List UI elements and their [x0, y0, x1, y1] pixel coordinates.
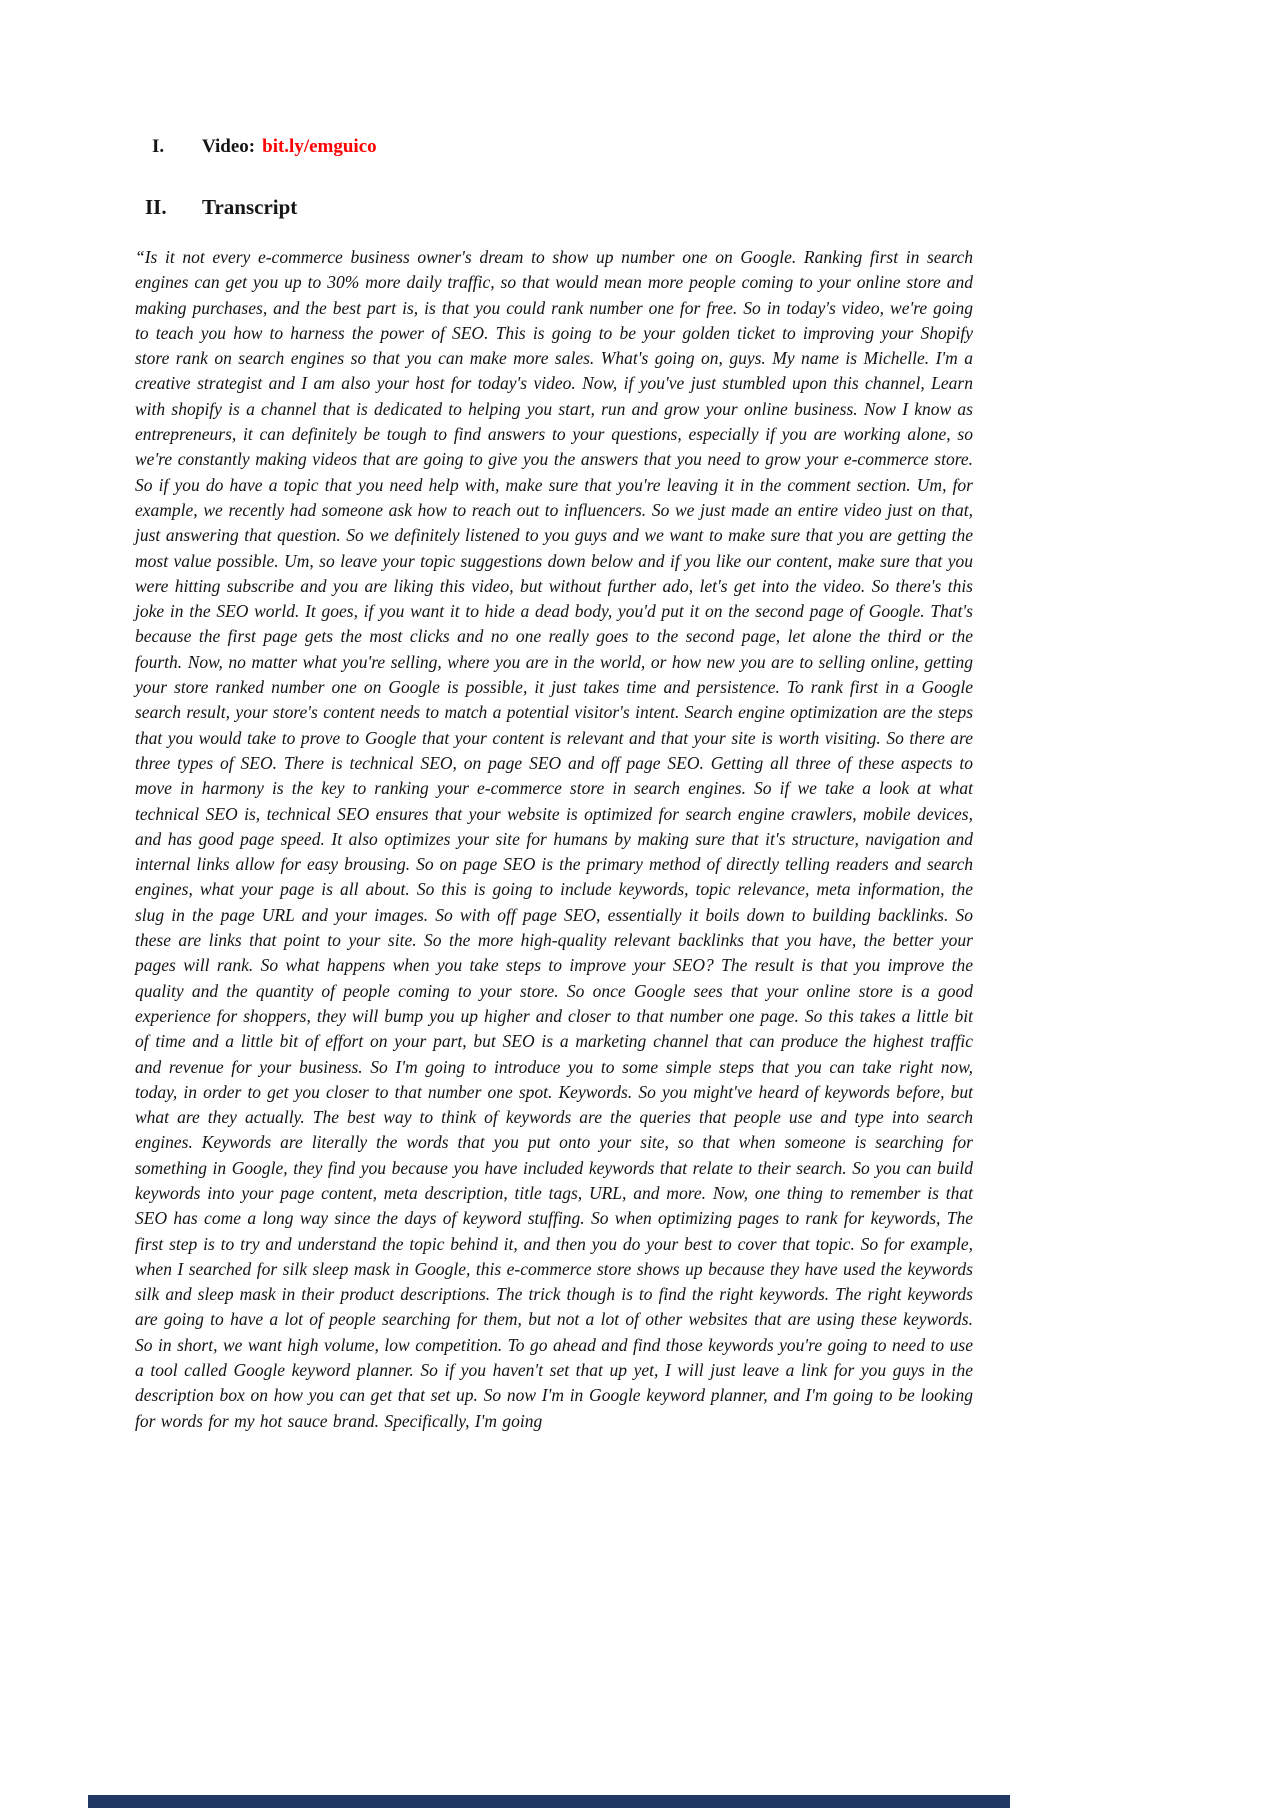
section-label-transcript: Transcript	[202, 195, 298, 219]
section-heading-transcript	[145, 195, 297, 220]
section-label-video: Video:	[202, 136, 256, 157]
video-link[interactable]: bit.ly/emguico	[262, 136, 377, 157]
next-element-top-bar	[88, 1795, 1010, 1808]
transcript-paragraph: “Is it not every e-commerce business owner's dream to show up number one on Google. Ranking first in search engines can get you up to 30% more daily traffic, so that would mean more people coming to your online store and making purchases, and the best part is, is that you could rank number one for free. So in today's video, we're going to teach you how to harness the power of SEO. This is going to be your golden ticket to improving your Shopify store rank on search engines so that you can make more sales. What's going on, guys. My name is Michelle. I'm a creative strategist and I am also your host for today's video. Now, if you've just stumbled upon this channel, Learn with shopify is a channel that is dedicated to helping you start, run and grow your online business. Now I know as entrepreneurs, it can definitely be tough to find answers to your questions, especially if you are working alone, so we're constantly making videos that are going to give you the answers that you need to grow your e-commerce store. So if you do have a topic that you need help with, make sure that you're leaving it in the comment section. Um, for example, we recently had someone ask how to reach out to influencers. So we just made an entire video just on that, just answering that question. So we definitely listened to you guys and we want to make sure that you are getting the most value possible. Um, so leave your topic suggestions down below and if you like our content, make sure that you were hitting subscribe and you are liking this video, but without further ado, let's get into the video. So there's this joke in the SEO world. It goes, if you want it to hide a dead body, you'd put it on the second page of Google. That's because the first page gets the most clicks and no one really goes to the second page, let alone the third or the fourth. Now, no matter what you're selling, where you are in the world, or how new you are to selling online, getting your store ranked number one on Google is possible, it just takes time and persistence. To rank first in a Google search result, your store's content needs to match a potential visitor's intent. Search engine optimization are the steps that you would take to prove to Google that your content is relevant and that your site is worth visiting. So there are three types of SEO. There is technical SEO, on page SEO and off page SEO. Getting all three of these aspects to move in harmony is the key to ranking your e-commerce store in search engines. So if we take a look at what technical SEO is, technical SEO ensures that your website is optimized for search engine crawlers, mobile devices, and has good page speed. It also optimizes your site for humans by making sure that it's structure, navigation and internal links allow for easy brousing. So on page SEO is the primary method of directly telling readers and search engines, what your page is all about. So this is going to include keywords, topic relevance, meta information, the slug in the page URL and your images. So with off page SEO, essentially it boils down to building backlinks. So these are links that point to your site. So the more high-quality relevant backlinks that you have, the better your pages will rank. So what happens when you take steps to improve your SEO? The result is that you improve the quality and the quantity of people coming to your store. So once Google sees that your online store is a good experience for shoppers, they will bump you up higher and closer to that number one page. So this takes a little bit of time and a little bit of effort on your part, but SEO is a marketing channel that can produce the highest traffic and revenue for your business. So I'm going to introduce you to some simple steps that you can take right now, today, in order to get you closer to that number one spot. Keywords. So you might've heard of keywords before, but what are they actually. The best way to think of keywords are the queries that people use and type into search engines. Keywords are literally the words that you put onto your site, so that when someone is searching for something in Google, they find you because you have included keywords that relate to their search. So you can build keywords into your page content, meta description, title tags, URL, and more. Now, one thing to remember is that SEO has come a long way since the days of keyword stuffing. So when optimizing pages to rank for keywords, The first step is to try and understand the topic behind it, and then you do your best to cover that topic. So for example, when I searched for silk sleep mask in Google, this e-commerce store shows up because they have used the keywords silk and sleep mask in their product descriptions. The trick though is to find the right keywords. The right keywords are going to have a lot of people searching for them, but not a lot of other websites that are using these keywords. So in short, we want high volume, low competition. To go ahead and find those keywords you're going to need to use a tool called Google keyword planner. So if you haven't set that up yet, I will just leave a link for you guys in the description box on how you can get that set up. So now I'm in Google keyword planner, and I'm going to be looking for words for my hot sauce brand. Specifically, I'm going	[135, 247, 973, 1431]
section-heading-video	[152, 136, 377, 158]
section-numeral-video: I.	[152, 136, 165, 157]
section-numeral-transcript: II.	[145, 195, 167, 219]
